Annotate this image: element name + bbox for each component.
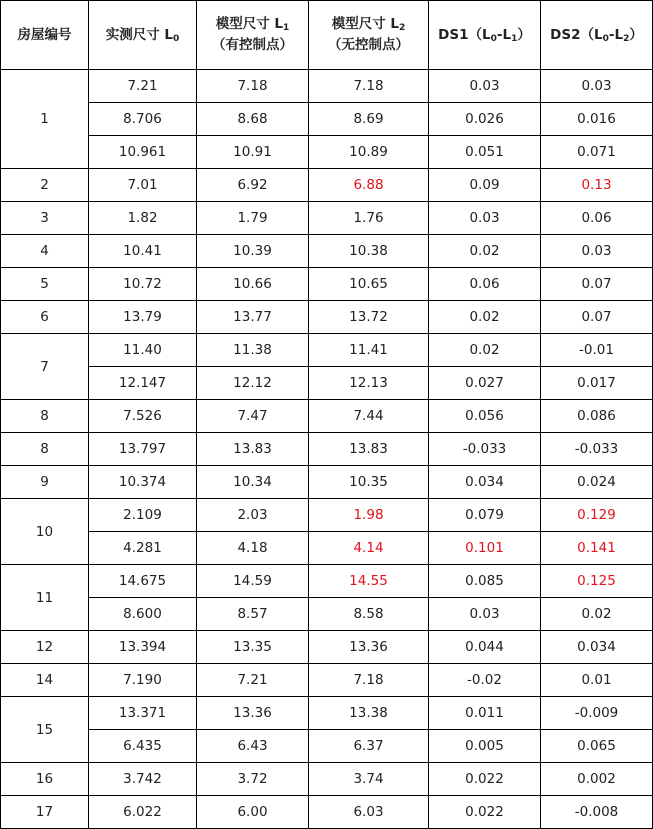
table-row xyxy=(1,433,653,466)
ds2-cell: 0.07 xyxy=(541,301,653,334)
ds2-cell: -0.01 xyxy=(541,334,653,367)
header-measured-size: 实测尺寸 $L_0$ xyxy=(89,1,197,70)
ds1-cell: 0.044 xyxy=(429,631,541,664)
measured-size-cell: 10.374 xyxy=(89,466,197,499)
table-row xyxy=(1,70,653,103)
ds2-cell: -0.033 xyxy=(541,433,653,466)
house-id-cell: 6 xyxy=(1,301,89,334)
model-size-l2-cell: 7.18 xyxy=(309,70,429,103)
model-size-l2-cell: 6.88 xyxy=(309,169,429,202)
ds1-cell: 0.03 xyxy=(429,70,541,103)
model-size-l2-cell: 6.37 xyxy=(309,730,429,763)
model-size-l2-cell: 8.58 xyxy=(309,598,429,631)
measured-size-cell: 14.675 xyxy=(89,565,197,598)
table-row xyxy=(1,730,653,763)
header-ds2: $DS2(L_0-L_2)$ xyxy=(541,1,653,70)
house-id-cell: 16 xyxy=(1,763,89,796)
ds2-cell: 0.07 xyxy=(541,268,653,301)
house-id-cell: 9 xyxy=(1,466,89,499)
ds2-cell: 0.017 xyxy=(541,367,653,400)
model-size-l2-cell: 4.14 xyxy=(309,532,429,565)
model-size-l1-cell: 3.72 xyxy=(197,763,309,796)
house-id-cell: 10 xyxy=(1,499,89,565)
measured-size-cell: 10.72 xyxy=(89,268,197,301)
ds2-cell: 0.141 xyxy=(541,532,653,565)
model-size-l1-cell: 10.39 xyxy=(197,235,309,268)
table-row xyxy=(1,532,653,565)
measured-size-cell: 6.435 xyxy=(89,730,197,763)
ds1-cell: 0.026 xyxy=(429,103,541,136)
model-size-l2-cell: 13.72 xyxy=(309,301,429,334)
ds2-cell: -0.009 xyxy=(541,697,653,730)
table-row xyxy=(1,235,653,268)
measured-size-cell: 13.371 xyxy=(89,697,197,730)
model-size-l1-cell: 13.83 xyxy=(197,433,309,466)
header-model-size-l2: 模型尺寸 $L_2$ （无控制点） xyxy=(309,1,429,70)
ds2-cell: 0.086 xyxy=(541,400,653,433)
header-model-size-l1: 模型尺寸 $L_1$ （有控制点） xyxy=(197,1,309,70)
header-row xyxy=(1,1,653,70)
measured-size-cell: 8.600 xyxy=(89,598,197,631)
measured-size-cell: 13.79 xyxy=(89,301,197,334)
model-size-l1-cell: 6.43 xyxy=(197,730,309,763)
house-id-cell: 4 xyxy=(1,235,89,268)
measured-size-cell: 13.394 xyxy=(89,631,197,664)
house-id-cell: 15 xyxy=(1,697,89,763)
model-size-l2-cell: 12.13 xyxy=(309,367,429,400)
ds2-cell: 0.01 xyxy=(541,664,653,697)
ds2-cell: 0.024 xyxy=(541,466,653,499)
table-row xyxy=(1,334,653,367)
measured-size-cell: 12.147 xyxy=(89,367,197,400)
ds2-cell: 0.02 xyxy=(541,598,653,631)
model-size-l1-cell: 10.66 xyxy=(197,268,309,301)
ds1-cell: 0.027 xyxy=(429,367,541,400)
model-size-l1-cell: 6.92 xyxy=(197,169,309,202)
house-id-cell: 5 xyxy=(1,268,89,301)
ds1-cell: 0.079 xyxy=(429,499,541,532)
model-size-l1-cell: 14.59 xyxy=(197,565,309,598)
model-size-l2-cell: 1.76 xyxy=(309,202,429,235)
table-row xyxy=(1,268,653,301)
model-size-l1-cell: 7.18 xyxy=(197,70,309,103)
model-size-l1-cell: 8.68 xyxy=(197,103,309,136)
ds1-cell: -0.033 xyxy=(429,433,541,466)
house-id-cell: 1 xyxy=(1,70,89,169)
ds1-cell: 0.03 xyxy=(429,598,541,631)
ds2-cell: 0.06 xyxy=(541,202,653,235)
model-size-l2-cell: 6.03 xyxy=(309,796,429,829)
ds1-cell: -0.02 xyxy=(429,664,541,697)
ds2-cell: 0.129 xyxy=(541,499,653,532)
model-size-l1-cell: 10.34 xyxy=(197,466,309,499)
model-size-l2-cell: 1.98 xyxy=(309,499,429,532)
table-row xyxy=(1,103,653,136)
model-size-l1-cell: 2.03 xyxy=(197,499,309,532)
measured-size-cell: 6.022 xyxy=(89,796,197,829)
table-row xyxy=(1,664,653,697)
model-size-l2-cell: 3.74 xyxy=(309,763,429,796)
model-size-l2-cell: 7.44 xyxy=(309,400,429,433)
ds2-cell: -0.008 xyxy=(541,796,653,829)
table-row xyxy=(1,697,653,730)
model-size-l2-cell: 10.89 xyxy=(309,136,429,169)
ds1-cell: 0.085 xyxy=(429,565,541,598)
house-id-cell: 7 xyxy=(1,334,89,400)
ds1-cell: 0.03 xyxy=(429,202,541,235)
table-row xyxy=(1,367,653,400)
measured-size-cell: 1.82 xyxy=(89,202,197,235)
model-size-l1-cell: 13.36 xyxy=(197,697,309,730)
measured-size-cell: 7.190 xyxy=(89,664,197,697)
model-size-l1-cell: 11.38 xyxy=(197,334,309,367)
ds1-cell: 0.06 xyxy=(429,268,541,301)
house-id-cell: 12 xyxy=(1,631,89,664)
model-size-l2-cell: 11.41 xyxy=(309,334,429,367)
ds1-cell: 0.005 xyxy=(429,730,541,763)
measured-size-cell: 11.40 xyxy=(89,334,197,367)
house-id-cell: 8 xyxy=(1,400,89,433)
model-size-l1-cell: 4.18 xyxy=(197,532,309,565)
measured-size-cell: 10.41 xyxy=(89,235,197,268)
model-size-l2-cell: 8.69 xyxy=(309,103,429,136)
model-size-l2-cell: 10.65 xyxy=(309,268,429,301)
model-size-l1-cell: 13.35 xyxy=(197,631,309,664)
model-size-l1-cell: 7.47 xyxy=(197,400,309,433)
measured-size-cell: 10.961 xyxy=(89,136,197,169)
ds2-cell: 0.034 xyxy=(541,631,653,664)
measured-size-cell: 8.706 xyxy=(89,103,197,136)
ds2-cell: 0.13 xyxy=(541,169,653,202)
model-size-l1-cell: 7.21 xyxy=(197,664,309,697)
ds1-cell: 0.051 xyxy=(429,136,541,169)
house-id-cell: 8 xyxy=(1,433,89,466)
house-id-cell: 14 xyxy=(1,664,89,697)
table-row xyxy=(1,169,653,202)
model-size-l1-cell: 12.12 xyxy=(197,367,309,400)
table-row xyxy=(1,400,653,433)
ds1-cell: 0.02 xyxy=(429,301,541,334)
ds2-cell: 0.125 xyxy=(541,565,653,598)
ds2-cell: 0.016 xyxy=(541,103,653,136)
ds2-cell: 0.071 xyxy=(541,136,653,169)
measured-size-cell: 13.797 xyxy=(89,433,197,466)
measured-size-cell: 7.01 xyxy=(89,169,197,202)
model-size-l2-cell: 13.36 xyxy=(309,631,429,664)
table-row xyxy=(1,598,653,631)
model-size-l2-cell: 10.38 xyxy=(309,235,429,268)
ds1-cell: 0.022 xyxy=(429,763,541,796)
measured-size-cell: 3.742 xyxy=(89,763,197,796)
header-house-id: 房屋编号 xyxy=(1,1,89,70)
header-ds1: $DS1(L_0-L_1)$ xyxy=(429,1,541,70)
measured-size-cell: 4.281 xyxy=(89,532,197,565)
model-size-l1-cell: 10.91 xyxy=(197,136,309,169)
table-row xyxy=(1,565,653,598)
model-size-l1-cell: 13.77 xyxy=(197,301,309,334)
model-size-l2-cell: 10.35 xyxy=(309,466,429,499)
model-size-l2-cell: 14.55 xyxy=(309,565,429,598)
table-row xyxy=(1,631,653,664)
table-row xyxy=(1,499,653,532)
ds1-cell: 0.022 xyxy=(429,796,541,829)
table-row xyxy=(1,796,653,829)
model-size-l1-cell: 8.57 xyxy=(197,598,309,631)
ds1-cell: 0.034 xyxy=(429,466,541,499)
house-id-cell: 2 xyxy=(1,169,89,202)
measured-size-cell: 7.526 xyxy=(89,400,197,433)
model-size-l1-cell: 1.79 xyxy=(197,202,309,235)
model-size-l1-cell: 6.00 xyxy=(197,796,309,829)
table-row xyxy=(1,136,653,169)
model-size-l2-cell: 13.83 xyxy=(309,433,429,466)
house-id-cell: 11 xyxy=(1,565,89,631)
ds2-cell: 0.065 xyxy=(541,730,653,763)
ds1-cell: 0.02 xyxy=(429,235,541,268)
ds1-cell: 0.056 xyxy=(429,400,541,433)
house-id-cell: 3 xyxy=(1,202,89,235)
ds1-cell: 0.101 xyxy=(429,532,541,565)
table-row xyxy=(1,466,653,499)
ds1-cell: 0.02 xyxy=(429,334,541,367)
measured-size-cell: 7.21 xyxy=(89,70,197,103)
model-size-l2-cell: 7.18 xyxy=(309,664,429,697)
table-row xyxy=(1,202,653,235)
model-size-l2-cell: 13.38 xyxy=(309,697,429,730)
ds2-cell: 0.03 xyxy=(541,235,653,268)
ds2-cell: 0.002 xyxy=(541,763,653,796)
measured-size-cell: 2.109 xyxy=(89,499,197,532)
ds2-cell: 0.03 xyxy=(541,70,653,103)
house-id-cell: 17 xyxy=(1,796,89,829)
ds1-cell: 0.09 xyxy=(429,169,541,202)
ds1-cell: 0.011 xyxy=(429,697,541,730)
table-row xyxy=(1,763,653,796)
table-row xyxy=(1,301,653,334)
